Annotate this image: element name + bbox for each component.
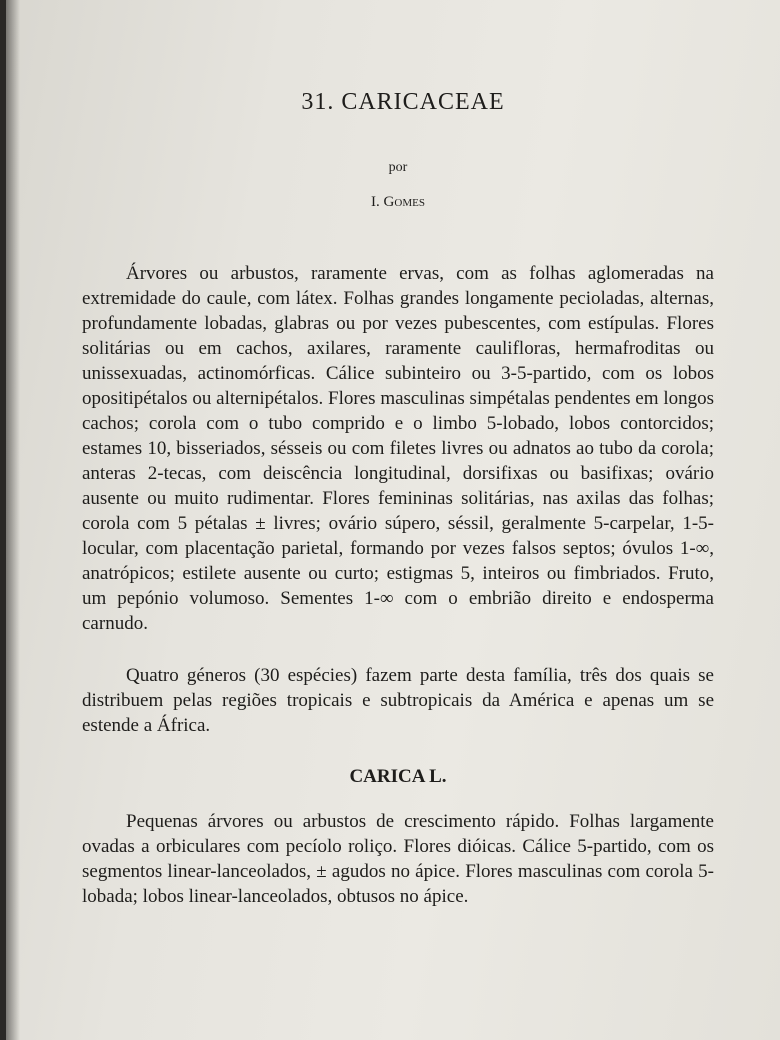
text-column [82, 90, 714, 909]
genus-title: CARICA L. [349, 766, 447, 787]
page-gutter-shadow [6, 0, 20, 1040]
family-title: 31. CARICACEAE [301, 89, 505, 115]
distribution-paragraph: Quatro géneros (30 espécies) fazem parte desta família, três dos quais se distribuem pelas regiões tropicais e subtropicais da América e apenas um se estende a África. [82, 665, 714, 736]
author-prefix: por [388, 160, 408, 175]
genus-description-paragraph: Pequenas árvores ou arbustos de crescimento rápido. Folhas largamente ovadas a orbiculares com pecíolo roliço. Flores dióicas. Cálice 5-partido, com os segmentos linear-lanceolados, ± agudos no ápice. Flores masculinas com corola 5-lobada; lobos linear-lanceolados, obtusos no ápice. [82, 811, 714, 907]
family-description-paragraph: Árvores ou arbustos, raramente ervas, com as folhas aglomeradas na extremidade do caule, com látex. Folhas grandes longamente pecioladas, alternas, profundamente lobadas, glabras ou por vezes pubescentes, com estípulas. Flores solitárias ou em cachos, axilares, raramente caulifloras, hermafroditas ou unissexuadas, actinomórficas. Cálice subinteiro ou 3-5-partido, com os lobos opositipétalos ou alternipétalos. Flores masculinas simpétalas pendentes em longos cachos; corola com o tubo comprido e o limbo 5-lobado, lobos contorcidos; estames 10, bisseriados, sésseis ou com filetes livres ou adnatos ao tubo da corola; anteras 2-tecas, com deiscência longitudinal, dorsifixas ou basifixas; ovário ausente ou muito rudimentar. Flores femininas solitárias, nas axilas das folhas; corola com 5 pétalas ± livres; ovário súpero, séssil, geralmente 5-carpelar, 1-5-locular, com placentação parietal, formando por vezes falsos septos; óvulos 1-∞, anatrópicos; estilete ausente ou curto; estigmas 5, inteiros ou fimbriados. Fruto, um pepónio volumoso. Sementes 1-∞ com o embrião direito e endosperma carnudo. [82, 263, 714, 634]
author-name: I. Gomes [371, 194, 425, 210]
book-page [6, 0, 780, 1040]
